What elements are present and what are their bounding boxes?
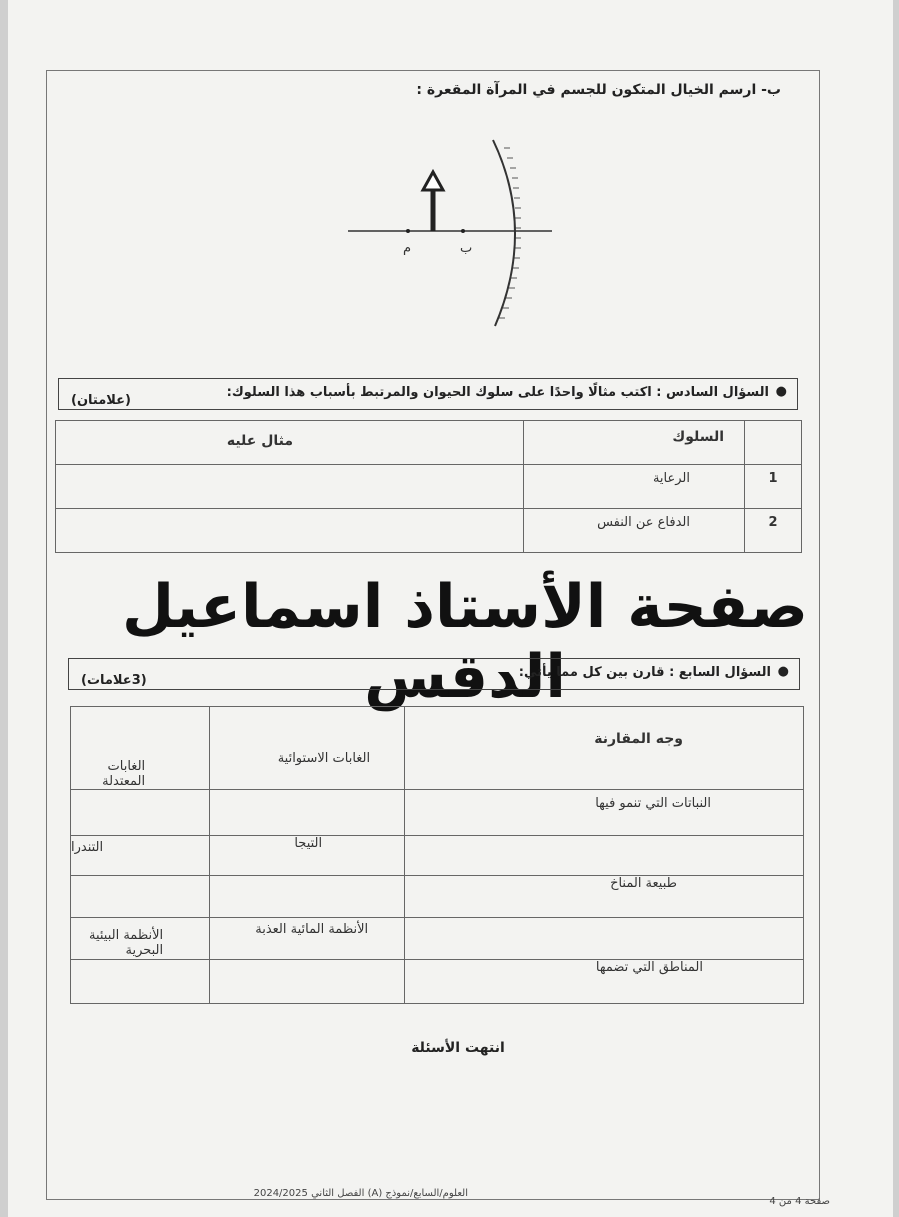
- watermark-text: صفحة الأستاذ اسماعيل الدقس: [122, 572, 808, 712]
- header-temperate-forests: الغابات المعتدلة: [71, 707, 210, 790]
- answer-cell[interactable]: [71, 876, 210, 918]
- footer-page-number: صفحة 4 من 4: [769, 1196, 830, 1207]
- question-6-header: [58, 378, 798, 410]
- question-5b-text: ب- ارسم الخيال المتكون للجسم في المرآة المقعرة :: [416, 82, 781, 98]
- mirror-hatching: [499, 148, 521, 318]
- header-taiga: التيجا: [210, 836, 405, 876]
- header-behavior: السلوك: [524, 421, 745, 465]
- table-row: [56, 509, 802, 553]
- question-7-marks: (3علامات): [81, 673, 147, 688]
- label-m: م: [403, 241, 412, 256]
- row-regions-label: المناطق التي تضمها: [405, 960, 804, 1004]
- row-example-answer[interactable]: [56, 509, 524, 553]
- header-num: [745, 421, 802, 465]
- row-climate-label: طبيعة المناخ: [405, 876, 804, 918]
- row-plants-label: النباتات التي تنمو فيها: [405, 790, 804, 836]
- question-6-text: السؤال السادس : اكتب مثالًا واحدًا على سلوك الحيوان والمرتبط بأسباب هذا السلوك:: [226, 385, 769, 400]
- row-num: 2: [745, 509, 802, 553]
- table-row: [71, 960, 804, 1004]
- header-marine-systems: الأنظمة البيئية البحرية: [71, 918, 210, 960]
- row-behavior: الدفاع عن النفس: [524, 509, 745, 553]
- row-example-answer[interactable]: [56, 465, 524, 509]
- header-freshwater-systems: الأنظمة المائية العذبة: [210, 918, 405, 960]
- table-row: [71, 836, 804, 876]
- header-tundra: التندرا: [71, 836, 210, 876]
- answer-cell[interactable]: [71, 960, 210, 1004]
- table-row: [71, 790, 804, 836]
- question-6-marks: (علامتان): [71, 393, 131, 408]
- table-row: [56, 465, 802, 509]
- answer-cell[interactable]: [71, 790, 210, 836]
- end-of-questions: انتهت الأسئلة: [411, 1040, 505, 1056]
- question-7-text: السؤال السابع : قارن بين كل مما يأتي:: [518, 665, 771, 680]
- blank-cell: [405, 918, 804, 960]
- row-behavior: الرعاية: [524, 465, 745, 509]
- header-comparison-aspect: وجه المقارنة: [405, 707, 804, 790]
- answer-cell[interactable]: [210, 876, 405, 918]
- header-tropical-forests: الغابات الاستوائية: [210, 707, 405, 790]
- comparison-header-row: [71, 707, 804, 790]
- row-num: 1: [745, 465, 802, 509]
- object-arrow-head-icon: [423, 172, 443, 190]
- comparison-table: [70, 706, 804, 1004]
- header-example: مثال عليه: [56, 421, 524, 465]
- question-7-header: [68, 658, 800, 690]
- point-m: [406, 229, 410, 233]
- bullet-icon: ●: [777, 664, 789, 679]
- answer-cell[interactable]: [210, 790, 405, 836]
- table-row: [71, 918, 804, 960]
- behavior-table: [55, 420, 802, 553]
- blank-cell: [405, 836, 804, 876]
- footer-subject-info: العلوم/السابع/نموذج (A) الفصل الثاني 2024/2025: [253, 1188, 468, 1199]
- concave-mirror-diagram: [338, 130, 578, 340]
- point-b: [461, 229, 465, 233]
- label-b: ب: [460, 241, 473, 256]
- table-row: [71, 876, 804, 918]
- answer-cell[interactable]: [210, 960, 405, 1004]
- bullet-icon: ●: [775, 384, 787, 399]
- table-header-row: [56, 421, 802, 465]
- exam-page: [8, 0, 893, 1217]
